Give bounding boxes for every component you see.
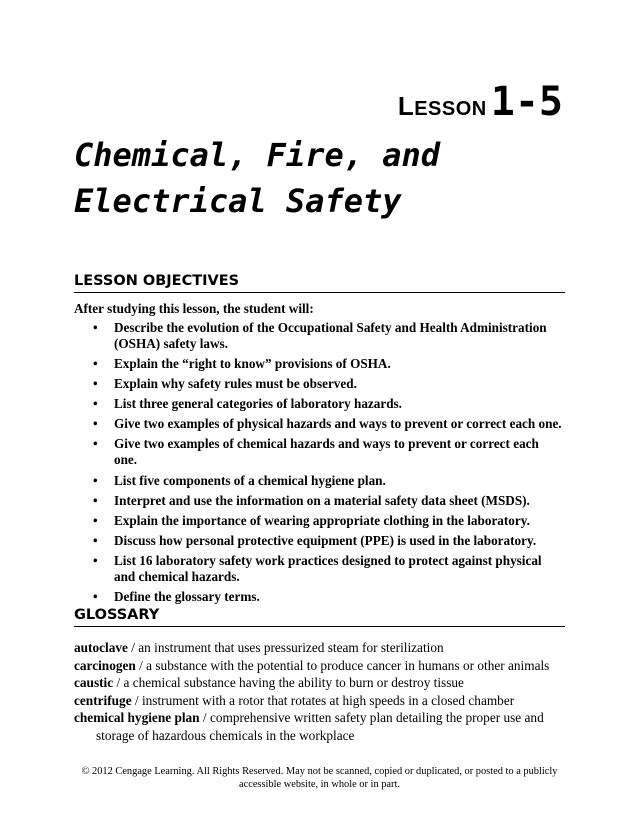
lesson-word-initial: L (397, 91, 415, 121)
objective-item (74, 416, 565, 432)
glossary-separator: / (131, 692, 142, 708)
bullet-icon: • (93, 436, 98, 452)
glossary-term: centrifuge (74, 692, 132, 708)
objective-text: Explain why safety rules must be observed. (114, 376, 357, 392)
glossary-separator: / (113, 675, 124, 690)
glossary-separator: / (135, 657, 147, 673)
glossary-entry (74, 692, 565, 710)
objective-text: Describe the evolution of the Occupational Safety and Health Administration (OSHA) safety laws. (114, 320, 547, 351)
bullet-icon: • (93, 512, 98, 528)
bullet-icon: • (93, 376, 98, 392)
glossary-term: caustic (74, 675, 114, 690)
objective-text: Interpret and use the information on a material safety data sheet (MSDS). (114, 492, 530, 508)
objective-item (74, 513, 565, 529)
objective-item (74, 473, 565, 489)
objective-text: Give two examples of physical hazards and ways to prevent or correct each one. (114, 416, 562, 432)
lesson-label (397, 79, 563, 125)
objective-item (74, 436, 565, 468)
footer-line-2: accessible website, in whole or in part. (238, 779, 400, 790)
glossary-definition: a chemical substance having the ability to burn or destroy tissue (123, 675, 464, 690)
objective-text: Give two examples of chemical hazards and ways to prevent or correct each one. (114, 436, 539, 468)
lesson-number: 1-5 (490, 79, 563, 125)
glossary-heading: GLOSSARY (74, 606, 565, 627)
objective-text: List five components of a chemical hygiene plan. (114, 472, 386, 488)
page-title-line-2: Electrical Safety (74, 182, 402, 220)
bullet-icon: • (93, 356, 98, 372)
bullet-icon: • (93, 589, 98, 605)
objectives-list (74, 320, 565, 609)
objective-text: Define the glossary terms. (114, 589, 260, 605)
glossary-entry (74, 639, 565, 657)
lesson-word-rest: ESSON (414, 98, 487, 120)
glossary-list (74, 639, 565, 744)
objective-item (74, 553, 565, 585)
bullet-icon: • (93, 320, 98, 335)
bullet-icon: • (93, 552, 98, 568)
glossary-term: autoclave (74, 640, 128, 655)
objective-text: Discuss how personal protective equipment (PPE) is used in the laboratory. (114, 532, 537, 548)
page-title (74, 132, 574, 224)
objective-item (74, 356, 565, 372)
glossary-entry (74, 657, 565, 675)
objective-text: Explain the “right to know” provisions of OSHA. (114, 356, 391, 372)
glossary-entry (74, 709, 565, 744)
lesson-word (397, 91, 487, 121)
objective-item (74, 396, 565, 412)
glossary-definition: a substance with the potential to produce cancer in humans or other animals (146, 657, 550, 673)
footer-line-1: © 2012 Cengage Learning. All Rights Reserved. May not be scanned, copied or duplicated, or posted to a publicly (81, 766, 558, 777)
glossary-term: carcinogen (74, 657, 136, 673)
bullet-icon: • (93, 472, 98, 488)
bullet-icon: • (93, 396, 98, 412)
objectives-intro: After studying this lesson, the student will: (74, 301, 314, 316)
objective-item (74, 493, 565, 509)
glossary-definition: an instrument that uses pressurized steam for sterilization (138, 640, 444, 655)
glossary-term: chemical hygiene plan (74, 710, 200, 725)
objective-item (74, 589, 565, 605)
bullet-icon: • (93, 492, 98, 508)
copyright-footer (74, 765, 565, 791)
objective-text: List three general categories of laboratory hazards. (114, 396, 402, 412)
glossary-separator: / (127, 640, 139, 655)
objective-item (74, 533, 565, 549)
glossary-definition: comprehensive written safety plan detailing the proper use and storage of hazardous chemicals in the workplace (96, 710, 544, 743)
glossary-definition: instrument with a rotor that rotates at high speeds in a closed chamber (141, 692, 515, 708)
glossary-separator: / (199, 710, 210, 725)
glossary-entry (74, 674, 565, 692)
objective-item (74, 376, 565, 392)
bullet-icon: • (93, 416, 98, 432)
objective-text: Explain the importance of wearing appropriate clothing in the laboratory. (114, 512, 530, 528)
page-title-line-1: Chemical, Fire, and (74, 136, 441, 174)
objective-text: List 16 laboratory safety work practices designed to protect against physical and chemical hazards. (114, 552, 542, 584)
objectives-heading: LESSON OBJECTIVES (74, 272, 565, 293)
objective-item (74, 320, 565, 352)
bullet-icon: • (93, 532, 98, 548)
